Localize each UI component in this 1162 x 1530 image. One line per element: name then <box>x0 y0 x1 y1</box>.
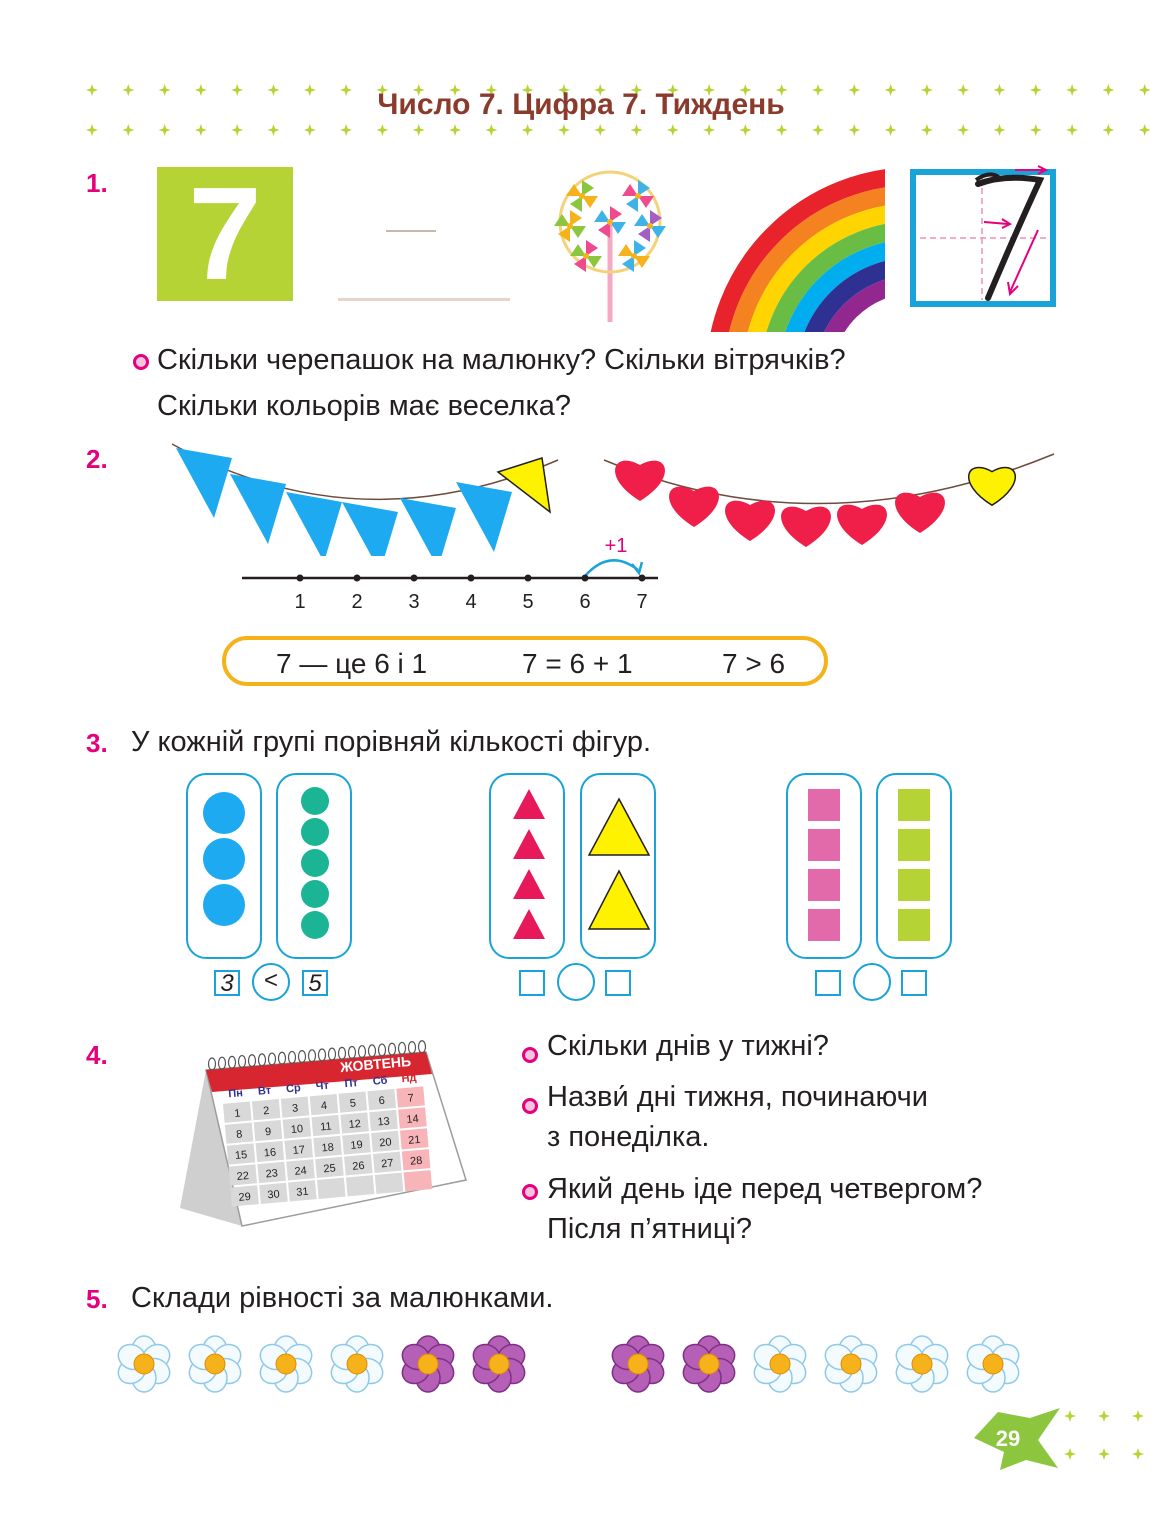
calendar-ring-icon <box>219 1057 226 1069</box>
circle-shape <box>203 884 245 926</box>
calendar-ring-icon <box>369 1045 376 1057</box>
calendar-ring-icon <box>339 1047 346 1059</box>
flag-icon <box>176 448 232 518</box>
circle-shape <box>203 838 245 880</box>
calendar-ring-icon <box>309 1050 316 1062</box>
calendar-day: 15 <box>234 1149 248 1163</box>
calendar-ring-icon <box>209 1058 216 1070</box>
white-flower-icon <box>750 1336 810 1392</box>
calendar-day: 7 <box>407 1092 415 1105</box>
star-icon <box>304 124 316 136</box>
star-icon <box>957 124 969 136</box>
page-number: 29 <box>995 1426 1021 1451</box>
pinwheels-image <box>548 164 672 324</box>
star-icon <box>376 124 388 136</box>
pinwheel-icon <box>634 210 666 242</box>
number-line-point <box>468 575 475 582</box>
calendar-weekday: Нд <box>401 1071 417 1086</box>
star-icon <box>994 124 1006 136</box>
heart-icon <box>615 461 665 501</box>
group-1-shapes <box>186 773 356 959</box>
heart-icon <box>837 505 887 545</box>
calendar-ring-icon <box>289 1051 296 1063</box>
task-3-instruction: У кожній групі порівняй кількості фігур. <box>131 726 652 758</box>
flower-row-2 <box>602 1330 1032 1400</box>
calendar-day: 21 <box>407 1133 422 1147</box>
heart-icon <box>969 468 1016 506</box>
star-icon <box>558 124 570 136</box>
equation-box <box>222 636 828 686</box>
star-icon <box>1064 1410 1076 1422</box>
calendar-day: 29 <box>238 1190 252 1204</box>
star-icon <box>449 124 461 136</box>
calendar-day: 30 <box>266 1188 281 1202</box>
calendar-cell <box>317 1178 346 1199</box>
number-line-tick-label: 2 <box>351 591 363 613</box>
calendar-weekday: Ср <box>285 1082 302 1096</box>
calendar-day: 25 <box>322 1162 337 1176</box>
calendar-ring-icon <box>259 1054 266 1066</box>
group-3-shapes <box>786 773 956 959</box>
task-4-question-2: Назви́ дні тижня, починаючи <box>547 1081 928 1113</box>
star-border-top-2 <box>80 122 1160 142</box>
calendar-ring-icon <box>239 1056 246 1068</box>
star-icon <box>86 124 98 136</box>
star-icon <box>1064 1448 1076 1460</box>
calendar-cell <box>404 1170 433 1191</box>
task-1-question-1: Скільки черепашок на малюнку? Скільки вітрячків? <box>157 344 846 376</box>
calendar-ring-icon <box>269 1053 276 1065</box>
task-5-instruction: Склади рівності за малюнками. <box>131 1282 554 1314</box>
turtles-placeholder <box>386 230 436 232</box>
pinwheel-icon <box>622 180 654 212</box>
star-icon <box>921 124 933 136</box>
calendar-day: 8 <box>235 1128 243 1141</box>
group-2-shapes <box>489 773 659 959</box>
number-line-point <box>411 575 418 582</box>
purple-flower-icon <box>398 1336 458 1392</box>
calendar-day: 12 <box>348 1117 362 1132</box>
task-3-number: 3. <box>86 728 108 758</box>
task-4-number: 4. <box>86 1040 108 1070</box>
star-border-bottom <box>1060 1406 1156 1466</box>
star-icon <box>1132 1410 1144 1422</box>
calendar-ring-icon <box>319 1049 326 1061</box>
star-icon <box>1132 1448 1144 1460</box>
number-line-point <box>525 575 532 582</box>
star-icon <box>268 124 280 136</box>
circle-shape <box>301 911 329 939</box>
calendar-ring-icon <box>299 1051 306 1063</box>
pinwheel-icon <box>618 240 650 272</box>
calendar-ring-icon <box>279 1052 286 1064</box>
calendar-day: 26 <box>351 1159 366 1173</box>
answer-box-empty[interactable] <box>605 970 631 996</box>
white-flower-icon <box>963 1336 1023 1392</box>
star-icon <box>159 124 171 136</box>
star-icon <box>485 124 497 136</box>
purple-flower-icon <box>608 1336 668 1392</box>
pinwheel-icon <box>594 206 626 238</box>
calendar-day: 14 <box>405 1112 420 1126</box>
calendar-day: 3 <box>291 1102 299 1115</box>
task-5-number: 5. <box>86 1284 108 1314</box>
bullet-icon <box>522 1047 538 1063</box>
calendar-ring-icon <box>249 1055 256 1067</box>
calendar-day: 9 <box>264 1125 272 1139</box>
star-icon <box>631 124 643 136</box>
pinwheel-icon <box>566 180 598 212</box>
calendar-weekday: Пн <box>227 1087 244 1101</box>
star-icon <box>1139 124 1151 136</box>
star-icon <box>812 124 824 136</box>
calendar-cell <box>346 1175 375 1196</box>
calendar-weekday: Сб <box>372 1074 388 1088</box>
star-icon <box>1098 1448 1110 1460</box>
circle-shape <box>301 849 329 877</box>
bullet-icon <box>133 354 149 370</box>
calendar-weekday: Чт <box>315 1079 330 1093</box>
calendar-day: 27 <box>380 1157 394 1171</box>
answer-box-empty[interactable] <box>901 970 927 996</box>
calendar-day: 4 <box>320 1099 328 1113</box>
page-title: Число 7. Цифра 7. Тиждень <box>377 88 785 121</box>
calendar-ring-icon <box>329 1048 336 1060</box>
circle-shape <box>301 818 329 846</box>
flower-row-1 <box>108 1330 538 1400</box>
calendar-day: 22 <box>236 1169 250 1183</box>
calendar-ring-icon <box>409 1042 416 1054</box>
task-4-question-3: Який день іде перед четвергом? <box>547 1173 983 1205</box>
calendar-ring-icon <box>349 1047 356 1059</box>
star-icon <box>667 124 679 136</box>
purple-flower-icon <box>469 1336 529 1392</box>
star-icon <box>413 124 425 136</box>
calendar-day: 31 <box>295 1185 310 1199</box>
star-icon <box>1030 124 1042 136</box>
number-line <box>240 530 670 620</box>
calendar-day: 6 <box>378 1094 386 1108</box>
rainbow-image <box>705 166 885 332</box>
number-line-tick-label: 5 <box>522 591 534 613</box>
calendar-day: 19 <box>349 1138 364 1152</box>
number-line-tick-label: 4 <box>465 591 477 613</box>
white-flower-icon <box>821 1336 881 1392</box>
equation-3: 7 > 6 <box>722 648 786 679</box>
calendar-month: ЖОВТЕНЬ <box>339 1052 412 1076</box>
calendar-weekday: Вт <box>257 1084 272 1098</box>
digit-card <box>157 160 293 307</box>
calendar-day: 1 <box>233 1107 241 1120</box>
answer-sign-circle-empty[interactable] <box>853 963 891 1001</box>
pinwheel-icon <box>554 210 586 242</box>
star-icon <box>1098 1410 1110 1422</box>
heart-icon <box>895 493 945 533</box>
answer-box-empty[interactable] <box>519 970 545 996</box>
purple-flower-icon <box>679 1336 739 1392</box>
white-flower-icon <box>256 1336 316 1392</box>
heart-icon <box>669 487 719 527</box>
calendar-ring-icon <box>359 1046 366 1058</box>
white-flower-icon <box>892 1336 952 1392</box>
star-icon <box>122 124 134 136</box>
answer-box-left: 3 <box>214 970 240 996</box>
calendar-day: 17 <box>292 1143 306 1157</box>
calendar-image <box>176 1030 476 1230</box>
number-line-point <box>354 575 361 582</box>
star-icon <box>340 124 352 136</box>
star-icon <box>703 124 715 136</box>
calendar-day: 13 <box>377 1115 391 1129</box>
answer-sign-circle-empty[interactable] <box>557 963 595 1001</box>
star-icon <box>231 124 243 136</box>
calendar-day: 5 <box>349 1097 357 1110</box>
calendar-day: 24 <box>294 1164 308 1178</box>
white-flower-icon <box>114 1336 174 1392</box>
number-line-tick-label: 7 <box>636 591 648 613</box>
equation-1: 7 — це 6 і 1 <box>276 648 428 679</box>
pinwheel-icon <box>570 240 602 272</box>
calendar-day: 20 <box>378 1136 393 1150</box>
calendar-day: 16 <box>263 1146 277 1160</box>
bullet-icon <box>522 1184 538 1200</box>
bullet-icon <box>522 1098 538 1114</box>
white-flower-icon <box>327 1336 387 1392</box>
heart-icon <box>781 507 831 547</box>
star-icon <box>885 124 897 136</box>
task-4-question-3-cont: Після п’ятниці? <box>547 1213 752 1245</box>
number-line-tick-label: 6 <box>579 591 591 613</box>
turtles-placeholder-2 <box>338 298 510 301</box>
star-icon <box>776 124 788 136</box>
calendar-day: 23 <box>265 1167 279 1181</box>
circle-shape <box>301 880 329 908</box>
task-4-question-1: Скільки днів у тижні? <box>547 1030 829 1062</box>
equation-2: 7 = 6 + 1 <box>522 648 633 679</box>
calendar-day: 28 <box>409 1154 423 1168</box>
star-icon <box>522 124 534 136</box>
calendar-day: 10 <box>290 1123 304 1137</box>
calendar-day: 2 <box>262 1104 270 1118</box>
task-2-number: 2. <box>86 444 108 474</box>
answer-box-empty[interactable] <box>815 970 841 996</box>
calendar-ring-icon <box>229 1056 236 1068</box>
big-digit: 7 <box>188 160 262 307</box>
circle-shape <box>301 787 329 815</box>
answer-box-right: 5 <box>302 970 328 996</box>
star-icon <box>195 124 207 136</box>
page-number-badge <box>968 1404 1064 1474</box>
calendar-weekday: Пт <box>344 1077 359 1091</box>
calendar-day: 18 <box>321 1141 335 1155</box>
heart-icon <box>725 501 775 541</box>
star-icon <box>1102 124 1114 136</box>
star-icon <box>739 124 751 136</box>
star-icon <box>594 124 606 136</box>
task-1-number: 1. <box>86 168 108 198</box>
number-line-point <box>582 575 589 582</box>
digit-writing-grid <box>910 164 1058 308</box>
circle-shape <box>203 792 245 834</box>
calendar-cell <box>375 1173 404 1194</box>
task-4-question-2-cont: з понеділка. <box>547 1121 710 1153</box>
calendar-ring-icon <box>419 1041 426 1053</box>
star-icon <box>1066 124 1078 136</box>
number-line-point <box>297 575 304 582</box>
number-line-point <box>639 575 646 582</box>
star-icon <box>848 124 860 136</box>
task-1-question-2: Скільки кольорів має веселка? <box>157 390 572 422</box>
step-label: +1 <box>604 535 628 557</box>
white-flower-icon <box>185 1336 245 1392</box>
calendar-day: 11 <box>319 1120 333 1134</box>
number-line-tick-label: 1 <box>294 591 306 613</box>
number-line-tick-label: 3 <box>408 591 420 613</box>
answer-sign-circle: < <box>252 963 290 1001</box>
